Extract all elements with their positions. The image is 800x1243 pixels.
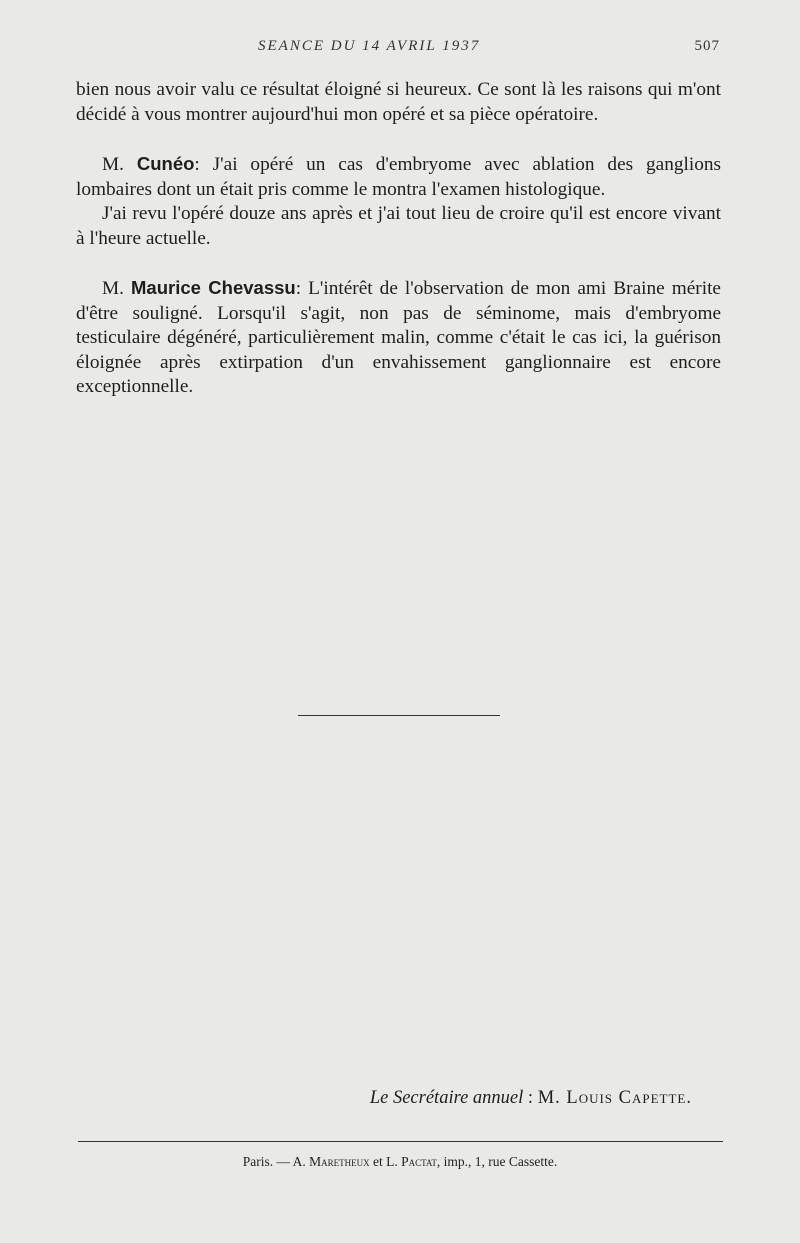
signature-label: Le Secrétaire annuel: [369, 1088, 524, 1108]
paragraph-cuneo: [76, 152, 721, 202]
page-number: 507: [694, 38, 720, 54]
imprint-printer-2: Pactat: [401, 1154, 437, 1169]
speaker-name: Maurice Chevassu: [131, 277, 296, 298]
body-text: [76, 78, 721, 400]
printer-imprint: [0, 1154, 800, 1170]
imprint-printer-1: Maretheux: [309, 1154, 370, 1169]
imprint-city: Paris. — A.: [242, 1154, 310, 1169]
paragraph-continuation: bien nous avoir valu ce résultat éloigné si heureux. Ce sont là les raisons qui m'ont décidé à vous montrer aujourd'hui mon opéré et sa pièce opératoire.: [76, 79, 721, 125]
footer-divider: [78, 1141, 723, 1142]
paragraph-text: : L'intérêt de l'observation de mon ami Braine mérite d'être souligné. Lorsqu'il s'agit, non pas de séminome, mais d'embryome testiculaire dégénéré, particulièrement malin, comme c'était le cas ici, la guérison éloignée après extirpation d'un envahissement ganglionnaire est encore exceptionnelle.: [76, 278, 721, 397]
signature-line: [0, 1088, 692, 1109]
paragraph-chevassu: [76, 276, 721, 400]
signature-name: M. Louis Capette.: [537, 1088, 692, 1108]
signature-separator: :: [523, 1088, 538, 1108]
speaker-name: Cunéo: [136, 153, 195, 174]
speaker-prefix: M.: [102, 278, 132, 299]
running-title: SEANCE DU 14 AVRIL 1937: [258, 38, 481, 54]
speaker-prefix: M.: [102, 154, 137, 175]
paragraph-cuneo-followup: J'ai revu l'opéré douze ans après et j'ai tout lieu de croire qu'il est encore vivant à l'heure actuelle.: [76, 203, 721, 249]
paragraph-text: : J'ai opéré un cas d'embryome avec ablation des ganglions lombaires dont un était pris comme le montra l'examen histologique.: [76, 154, 721, 200]
section-divider: [298, 715, 500, 716]
running-header: [0, 38, 800, 58]
imprint-address: , imp., 1, rue Cassette.: [436, 1154, 558, 1169]
imprint-and: et L.: [369, 1154, 402, 1169]
